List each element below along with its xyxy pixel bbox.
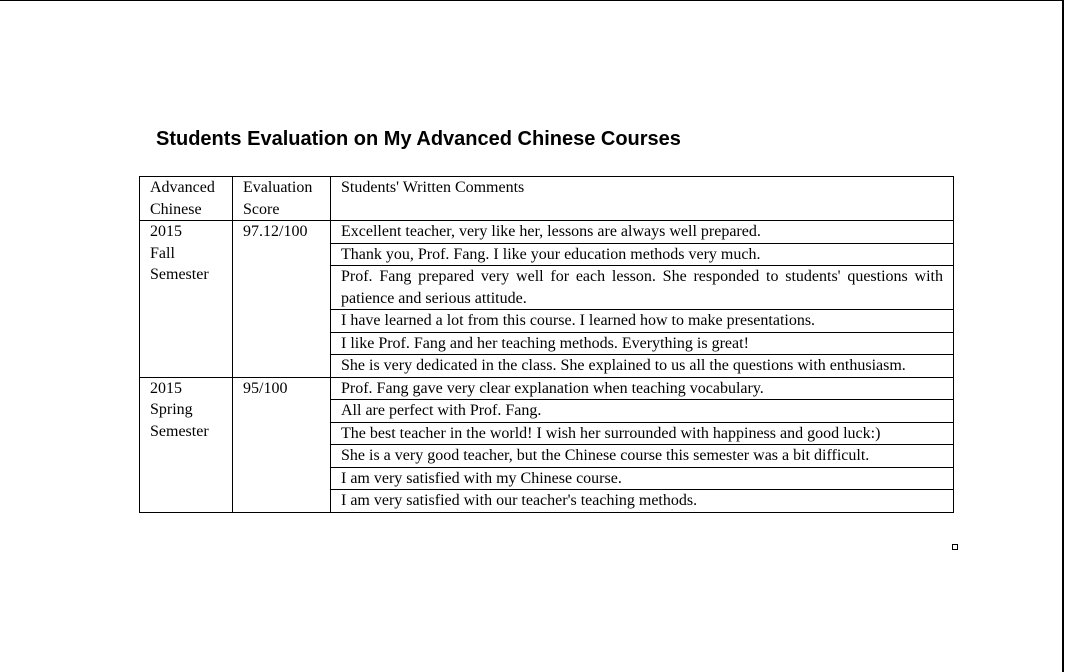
semester-label: Semester [150,266,209,283]
semester-year: 2015 [150,379,182,397]
comment-cell[interactable]: The best teacher in the world! I wish her surrounded with happiness and good luck:) [331,422,954,445]
document-title: Students Evaluation on My Advanced Chinese Courses [156,128,681,150]
semester-cell-fall[interactable] [140,221,233,378]
semester-label: Semester [150,422,209,440]
table-row [140,221,954,244]
semester-term: Spring [150,401,193,418]
header-course[interactable] [140,177,233,221]
comment-cell[interactable]: Excellent teacher, very like her, lessons are always well prepared. [331,221,954,244]
comment-cell[interactable]: She is very dedicated in the class. She explained to us all the questions with enthusiasm. [331,355,954,378]
table-resize-handle[interactable] [952,544,958,550]
evaluation-table[interactable] [139,176,954,513]
comment-cell[interactable]: I like Prof. Fang and her teaching methods. Everything is great! [331,332,954,355]
table-header-row [140,177,954,221]
comment-cell[interactable]: I am very satisfied with our teacher's teaching methods. [331,490,954,513]
header-comments[interactable]: Students' Written Comments [331,177,954,221]
score-cell-spring[interactable]: 95/100 [233,377,331,512]
header-score-line2: Score [243,200,280,218]
semester-term: Fall [150,244,175,262]
header-score-line1: Evaluation [243,179,313,196]
score-cell-fall[interactable]: 97.12/100 [233,221,331,378]
comment-cell[interactable]: I have learned a lot from this course. I learned how to make presentations. [331,310,954,333]
comment-cell[interactable]: Prof. Fang gave very clear explanation when teaching vocabulary. [331,377,954,400]
comment-cell[interactable]: I am very satisfied with my Chinese course. [331,467,954,490]
comment-cell[interactable]: All are perfect with Prof. Fang. [331,400,954,423]
semester-cell-spring[interactable] [140,377,233,512]
comment-cell[interactable]: She is a very good teacher, but the Chinese course this semester was a bit difficult. [331,445,954,468]
header-score[interactable] [233,177,331,221]
semester-year: 2015 [150,223,182,240]
comment-cell[interactable]: Prof. Fang prepared very well for each lesson. She responded to students' questions with patience and serious attitude. [331,266,954,310]
page-top-edge [0,0,1063,1]
table-row [140,377,954,400]
comment-cell[interactable]: Thank you, Prof. Fang. I like your education methods very much. [331,243,954,266]
header-course-line2: Chinese [150,200,202,218]
header-course-line1: Advanced [150,179,215,196]
page-right-edge [1062,0,1064,672]
